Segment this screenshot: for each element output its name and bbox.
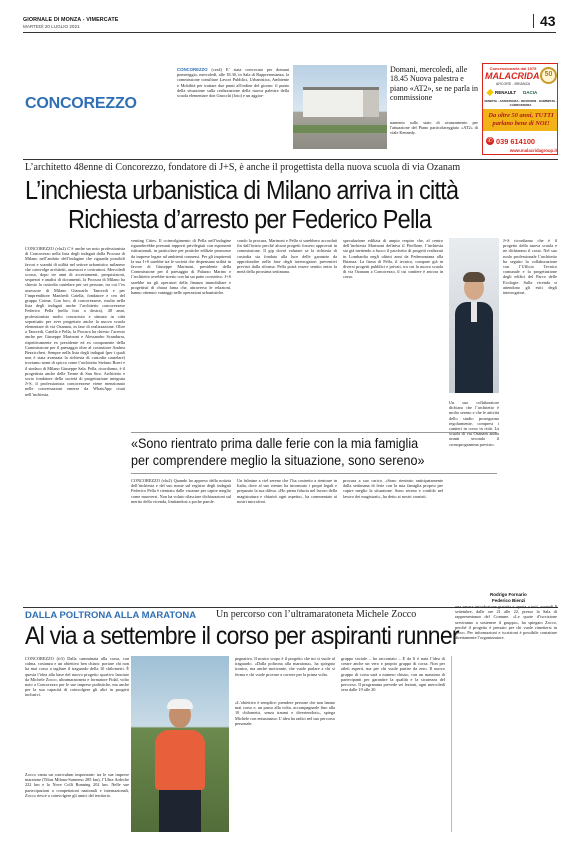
article1b-column-1: CONCOREZZO (vlu2) Quando ha appreso della notizia dell’inchiesta e del suo nome sul registro degli indagati Federico Pella è rientrato dalle vacanze per capire meglio come muoversi. Non ha voluto rilasciare dichiarazioni sul merito della vicenda, limitandosi a poche parole. <box>131 478 231 504</box>
ad-slogan-1: Da oltre 50 anni, TUTTI <box>488 112 554 119</box>
article2-column-3: pegnativo. Il nostro scopo è il progetto che mi si vuole al traguardo. «Dalla poltrona alla maratona», ha spiegato ironico, ma anche motivante, che vuole parlare a chi si ferma e chi vuole provare a correre per la prima volta. <box>235 656 335 677</box>
pull-quote-line-1: «Sono rientrato prima dalle ferie con la mia famiglia <box>131 435 419 451</box>
article1-headline-2: Richiesta d’arresto per Federico Pella <box>68 206 432 234</box>
ad-services: VENDITA · ASSISTENZA · REVISIONI · GOMMISTA · CARROZZERIA <box>484 99 557 107</box>
article1-kicker: L’architetto 48enne di Concorezzo, fondatore di J+S, è anche il progettista della nuova scuola di via Ozanam <box>25 162 461 173</box>
issue-date: MARTEDÌ 20 LUGLIO 2021 <box>23 24 80 29</box>
ad-years: 50 <box>544 71 553 78</box>
article2-column-1: CONCOREZZO (fr3) Dalla camminata alla corsa, con calma, costanza e un obiettivo ben chiaro: portare chi non ha mai corso a tagliare il traguardo della 10 chilometri. È questa l’idea alla base del nuovo progetto sportivo lanciato da Michele Zocco, ultramaratoneta e formatore Fidal, volto noto a Concorezzo per le sue imprese podistiche, ma anche per la sua capacità di coinvolgere gli altri in progetti inclusivi. <box>25 656 129 698</box>
ad-city: ARCORE - BRIANZA <box>495 82 531 86</box>
article1-column-5: J+S ricordiamo che è il progetto della nuova scuola e ne dichiarano il costo. Nel suo ruolo professionale l’architetto ha seguito la collaborazione con l’Ufficio Tecnico comunale e la progettazione degli edifici del Parco delle Ecologie. Sulla vicenda si attendono gli esiti degli interrogatori. <box>503 238 557 296</box>
ad-since: Concessionaria dal 1975 <box>489 66 537 71</box>
renault-logo-icon <box>486 89 493 96</box>
paper-name: GIORNALE DI MONZA - VIMERCATE <box>23 17 119 23</box>
article1-column-1: CONCOREZZO (vlu2) C’è anche un noto professionista di Concorezzo nella lista degli indagati dalla Procura di Milano nell’ambito dell’indagine che riguarda possibili favori e scambi di utilità nel settore urbanistico milanese che coinvolge architetti, assessori e costruttori. Mercoledì scorso, dopo tre anni di accertamenti, perquisizioni, sequestri e analisi di documenti, la Procura di Milano ha chiesto la custodia cautelare per sei persone, tra cui l’ex assessore di Milano Giancarlo Tancredi e per l’imprenditore Manfredi Catella, fondatore e ceo del gruppo Coima. Con loro, di concorezzese, risulta nella lista degli indagati anche l’architetto concorezzese Federico Pella (nella foto a destra), 48 anni, professionista molto conosciuto e stimato in città soprattutto per aver progettato anche la nuova scuola elementare di via Ozanam, in fase di realizzazione. Oltre a Tancredi, Catella e Pella, la Procura ha chiesto l’arresto anche per Giuseppe Marinoni e Alessandro Scandurra, rispettivamente ex presidente ed ex componente della Commissione per il paesaggio oltre al costruttore Andrea Bezziccheri. Sempre nella lista degli indagati (per i quali non è stata avanzata la richiesta di custodia cautelare) troviamo nomi di spicco come l’architetto Stefano Boeri e il sindaco di Milano Giuseppe Sala. Pella, ricordiamo, è il progettista anche delle Terme di San Siro. Architetto e socio fondatore dello società di progettazione integrata J+S, il professionista concorezzese viene menzionato nelle conversazioni emerse da WhatsApp citati nell’inchiesta. <box>25 246 125 397</box>
article2-column-2: Zocco vanta un curriculum importante: tra le sue imprese maratone (Tiltas Milano-Sanremo 285 km), l’Ultra Ardeche 222 km e la Nove Colli Running 202 km. Nelle sue partecipazioni a competizioni nazionali e internazionali, Zocco riesce a coinvolgere gli amici del territorio. <box>25 772 129 798</box>
ad-url[interactable]: www.malacridagroup.it <box>509 148 557 153</box>
article1-column-4: speculazione edilizia di ampio respiro che, al centro dell’inchiesta Marinoni definiva il Pirellone, l’inchiesta sta già mettendo a fuoco il pacchetto di progetti realizzati in Lombardia negli ultimi anni da Pedemontana alla Brianza. La firma di Pella, il tecnico, compare già in diversi progetti pubblici e privati, tra cui la nuova scuola di via Ozanam a Concorezzo, il cui cantiere è ancora in corso. <box>343 238 443 280</box>
pull-quote-line-2: per comprendere meglio la situazione, sono sereno» <box>131 452 425 468</box>
teaser-text: CONCOREZZO (ces4) E’ stata convocata per domani pomeriggio, mercoledì, alle 18.30, in Sala di Rappresentanza, la commissione consiliare Lavori Pubblici, Urbanistica, Ambiente e Mobilità per trattare due punti all'ordine del giorno: il punto della situazione sulla realizzazione della nuova palestra della scuola elementare don Gnocchi (foto) e un aggior- <box>177 67 289 99</box>
ad-phone: 039 614100 <box>496 137 536 146</box>
article1b-column-4: Un suo collaboratore dichiara che l’architetto è molto sereno e che le attività dello studio proseguono regolarmente, compresi i cantieri in corso in città. La scuola di via Ozanam andrà avanti secondo il cronoprogramma previsto. <box>449 400 499 447</box>
byline-1: Rodrigo Fornario <box>490 592 527 597</box>
section-label: CONCOREZZO <box>25 95 137 112</box>
teaser-headline: Domani, mercoledì, alle 18.45 Nuova palestra e piano «AT2», se ne parla in commissione <box>390 65 478 103</box>
article1-column-3: condo la procura, Marinoni e Pella si sarebbero accordati fin dall’inizio perché alcuni progetti fossero approvati in commissione. Il gip dovrà valutare se la richiesta di custodia sia fondata alla luce delle garanzie da approfondire nella fase degli interrogatori preventivi previsti dalla riforma. Pella potrà essere sentito entro la metà della prossima settimana. <box>237 238 337 275</box>
article2-headline: Al via a settembre il corso per aspiranti runner <box>25 622 459 650</box>
article2-kicker-bold: DALLA POLTRONA ALLA MARATONA <box>25 610 197 621</box>
michele-zocco-photo <box>131 656 229 832</box>
article2-column-4: «L’obiettivo è semplice: prendere persone che non hanno mai corso e, un passo alla volta, accompagnarle fino alla 10 chilometri, senza traumi e divertendosi», spiega Michele con entusiasmo. L’idea ha radici nel suo percorso personale. <box>235 700 335 726</box>
ad-slogan-2: parlano bene di NOI! <box>492 120 550 127</box>
article1b-column-2: Un fulmine a ciel sereno che l’ha costretto a rientrare in Italia, dove al suo rientro ha incontrato i propri legali e preparato la sua difesa. «Ho piena fiducia nel lavoro della magistratura e chiarirò ogni aspetto», ha commentato ai nostri microfoni. <box>237 478 337 504</box>
article1-headline-1: L’inchiesta urbanistica di Milano arriva in città <box>25 177 459 205</box>
federico-pella-photo <box>449 238 499 393</box>
article2-kicker-light: Un percorso con l’ultramaratoneta Michele Zocco <box>216 609 417 620</box>
article2-column-6: una severa introduzione gratuita e aperta a tutti, martedì 9 settembre, dalle ore 21 alle 22, presso la Sala di rappresentanza del Comune. «Le quote d’iscrizione serviranno a sostenere il gruppo», ha spiegato Zocco, perché il progetto è pensato per chi vuole rimettersi in gioco. Per informazioni e iscrizioni è possibile contattare direttamente l’organizzatore. <box>455 604 557 641</box>
page-number: 43 <box>540 13 556 29</box>
byline-2: Federico Bienzi <box>492 598 526 603</box>
ad-brand: MALACRIDA <box>485 71 540 81</box>
teaser-text-2: namento sullo stato di avanzamento per l'attuazione del Piano particolareggiato «AT2» di viale Kennedy. <box>390 120 478 136</box>
teaser-photo <box>293 65 387 149</box>
ad-make-renault: RENAULT <box>495 90 517 95</box>
ad-make-dacia: DACIA <box>523 90 538 95</box>
phone-icon: ✆ <box>487 138 493 144</box>
article2-column-5: gruppo sociale – ha raccontato – E da lì è nata l’idea di creare anche un vero e proprio gruppo di corsa. Non per atleti esperti, ma per chi vuole partire da zero. Il nuovo gruppo di corsa sarà a numero chiuso, con un massimo di partecipanti per garantire la qualità e la sicurezza del percorso. Il programma prevede sei lezioni, ogni mercoledì sera dalle 19 alle 20. <box>341 656 445 693</box>
article1-column-2: venting Cities. Il coinvolgimento di Pella nell’indagine riguarderebbe presunti rapporti privilegiati con esponenti istituzionali, in particolare per pratiche edilizie promosse da imprese legate ad ambienti connessi. Per gli inquirenti la sua J+S sarebbe tra le società che dispensano utilità in favore di Giuseppe Marinoni, presidente della Commissione per il paesaggio di Palazzo Marino e l’architetto avrebbe stretto con lui un patto corruttivo. J+S sarebbe tra gli operatori della finanza immobiliare e progettisti di chiara fama che, attraverso le relazioni, hanno ottenuto vantaggi nelle operazioni urbanistiche. <box>131 238 231 296</box>
article1b-column-3: procura a suo carico. «Sono rientrato anticipatamente dalla settimana di ferie con la mia famiglia proprio per capire meglio la situazione. Sono sereno e confido nel lavoro dei magistrati», ha detto ai nostri cronisti. <box>343 478 443 499</box>
malacrida-ad[interactable] <box>482 63 558 155</box>
